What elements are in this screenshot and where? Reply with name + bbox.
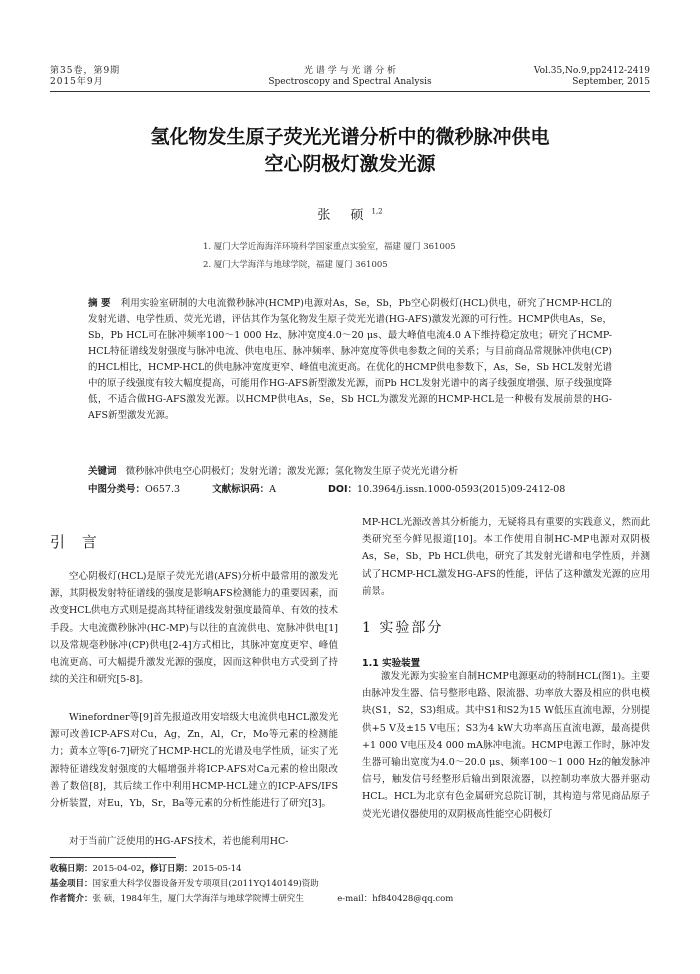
paper-title-line2: 空心阴极灯激发光源: [264, 153, 436, 175]
journal-name-cn: 光 谱 学 与 光 谱 分 析: [303, 66, 397, 76]
fund-label: 基金项目：: [50, 879, 93, 889]
subsection-heading-apparatus: 1.1 实验装置: [362, 658, 421, 669]
clc-label: 中图分类号：: [88, 484, 146, 495]
year-month: 2015年9月: [50, 77, 104, 87]
footnote-rule: [50, 857, 176, 858]
journal-volume-info: [50, 66, 120, 88]
intro-paragraph-2: Winefordner等[9]首先报道改用安培级大电流供电HCL激发光源可改善ICP-AFS对Cu，Ag，Zn，Al，Cr，Mo等元素的检测能力；黄本立等[6-7]研究了HCMP-HCL的光谱及电学性质，证实了光源特征谱线发射强度的大幅增强并将ICP-AFS对Ca元素的检出限改善了数倍[8]，其后续工作中利用HCMP-HCL建立的ICP-AFS/IFS分析装置，对Eu，Yb，Sr，Ba等元素的分析性能进行了研究[3]。: [50, 712, 338, 810]
classification: [88, 482, 612, 498]
keywords-label: 关键词: [88, 466, 117, 477]
intro-paragraph-1: 空心阴极灯(HCL)是原子荧光光谱(AFS)分析中最常用的激发光源，其阴极发射特征谱线的强度是影响AFS检测能力的重要因素，而改变HCL供电方式则是提高其特征谱线发射强度最简单、有效的技术手段。大电流微秒脉冲(HC-MP)与以往的直流供电、宽脉冲供电[1]以及常规毫秒脉冲(CP)供电[2-4]方式相比，其脉冲宽度更窄、峰值电流更高、可大幅提升激发光源的强度，因而这种供电方式受到了持续的关注和研究[5-8]。: [50, 571, 338, 686]
author-info-text: 张 硕，1984年生，厦门大学海洋与地球学院博士研究生: [92, 894, 304, 904]
section-heading-intro: 引 言: [50, 533, 103, 551]
volume-issue: 第35卷，第9期: [50, 66, 121, 76]
doc-code-value: A: [269, 484, 276, 495]
intro-paragraph-3: 对于当前广泛使用的HG-AFS技术，若也能利用HC-: [69, 836, 289, 847]
author-affil-sup: 1,2: [371, 207, 383, 216]
author-email: e-mail：hf840428@qq.com: [337, 894, 454, 904]
revised-date: 2015-05-14: [192, 864, 242, 874]
keywords: [88, 464, 612, 480]
journal-name: [200, 66, 500, 88]
paper-title-line1: 氢化物发生原子荧光光谱分析中的微秒脉冲供电: [150, 126, 550, 148]
keywords-text: 微秒脉冲供电空心阴极灯；发射光谱；激发光源；氢化物发生原子荧光光谱分析: [125, 466, 459, 477]
header-rule: [50, 91, 650, 92]
received-date: 2015-04-02: [92, 864, 142, 874]
intro-continuation: MP-HCL光源改善其分析能力，无疑将具有重要的实践意义，然而此类研究至今鲜见报道[10]。本工作使用自制HC-MP电源对双阴极As，Se，Sb，Pb HCL供电，研究了其发射光谱和电学性质，并测试了HCMP-HCL激发HG-AFS的性能，评估了这种激发光源的应用前景。: [362, 517, 650, 597]
affiliation-1: 1. 厦门大学近海海洋环境科学国家重点实验室，福建 厦门 361005: [203, 242, 456, 252]
doc-code-label: 文献标识码：: [212, 484, 270, 495]
footnote-author: [50, 892, 650, 907]
author-name: 张 硕: [317, 208, 372, 223]
vol-pages: Vol.35,No.9,pp2412-2419: [533, 66, 650, 76]
apparatus-paragraph: 激发光源为实验室自制HCMP电源驱动的特制HCL(图1)。主要由脉冲发生器、信号整形电路、限流器、功率放大器及相应的供电模块(S1，S2，S3)组成。其中S1和S2为15 W低压直流电源，分别提供+5 V及±15 V电压；S3为4 kW大功率高压直流电源，最高提供+1 000 V电压及4 000 mA脉冲电流。HCMP电源工作时，脉冲发生器可输出宽度为4.0～20.0 μs、频率100～1 000 Hz的触发脉冲信号，触发信号经整形后输出到限流器，以控制功率放大器并驱动HCL。HCL为北京有色金属研究总院订制，其构造与常见商品原子荧光光谱仪器使用的双阴极高性能空心阴极灯: [362, 671, 650, 820]
author-info-label: 作者简介：: [50, 894, 93, 904]
date-en: September, 2015: [572, 77, 650, 87]
abstract: [88, 296, 612, 424]
section-heading-experimental: 1 实验部分: [362, 620, 444, 636]
footnote-dates: [50, 862, 650, 877]
abstract-text: 利用实验室研制的大电流微秒脉冲(HCMP)电源对As，Se，Sb，Pb空心阴极灯(HCL)供电，研究了HCMP-HCL的发射光谱、电学性质、荧光光谱，评估其作为氢化物发生原子荧光光谱(HG-AFS)激发光源的可行性。HCMP供电As，Se，Sb，Pb HCL可在脉冲频率100～1 000 Hz、脉冲宽度4.0～20 μs、最大峰值电流4.0 A下维持稳定放电；研究了HCMP-HCL特征谱线发射强度与脉冲电流、供电电压、脉冲频率、脉冲宽度等供电参数之间的关系；与目前商品常规脉冲供电(CP)的HCL相比，HCMP-HCL的供电脉冲宽度更窄、峰值电流更高。在优化的HCMP供电参数下，As，Se，Sb HCL发射光谱中的原子线强度有较大幅度提高，可能用作HG-AFS新型激发光源，而Pb HCL发射光谱中的离子线强度增强、原子线强度降低，不适合做HG-AFS激发光源。以HCMP供电As，Se，Sb HCL为激发光源的HCMP-HCL是一种极有发展前景的HG-AFS新型激发光源。: [88, 298, 613, 421]
doi-label: DOI：: [328, 484, 358, 495]
abstract-label: 摘 要: [88, 298, 111, 309]
affiliation-2: 2. 厦门大学海洋与地球学院，福建 厦门 361005: [203, 260, 388, 270]
journal-name-en: Spectroscopy and Spectral Analysis: [268, 77, 432, 87]
author: [50, 204, 650, 223]
doi-value: 10.3964/j.issn.1000-0593(2015)09-2412-08: [357, 484, 566, 495]
journal-pages-info: [534, 66, 650, 88]
footnote-fund: [50, 877, 650, 892]
revised-label: ，修订日期：: [141, 864, 193, 874]
clc-value: O657.3: [145, 484, 181, 495]
received-label: 收稿日期：: [50, 864, 93, 874]
fund-text: 国家重大科学仪器设备开发专项项目(2011YQ140149)资助: [92, 879, 319, 889]
